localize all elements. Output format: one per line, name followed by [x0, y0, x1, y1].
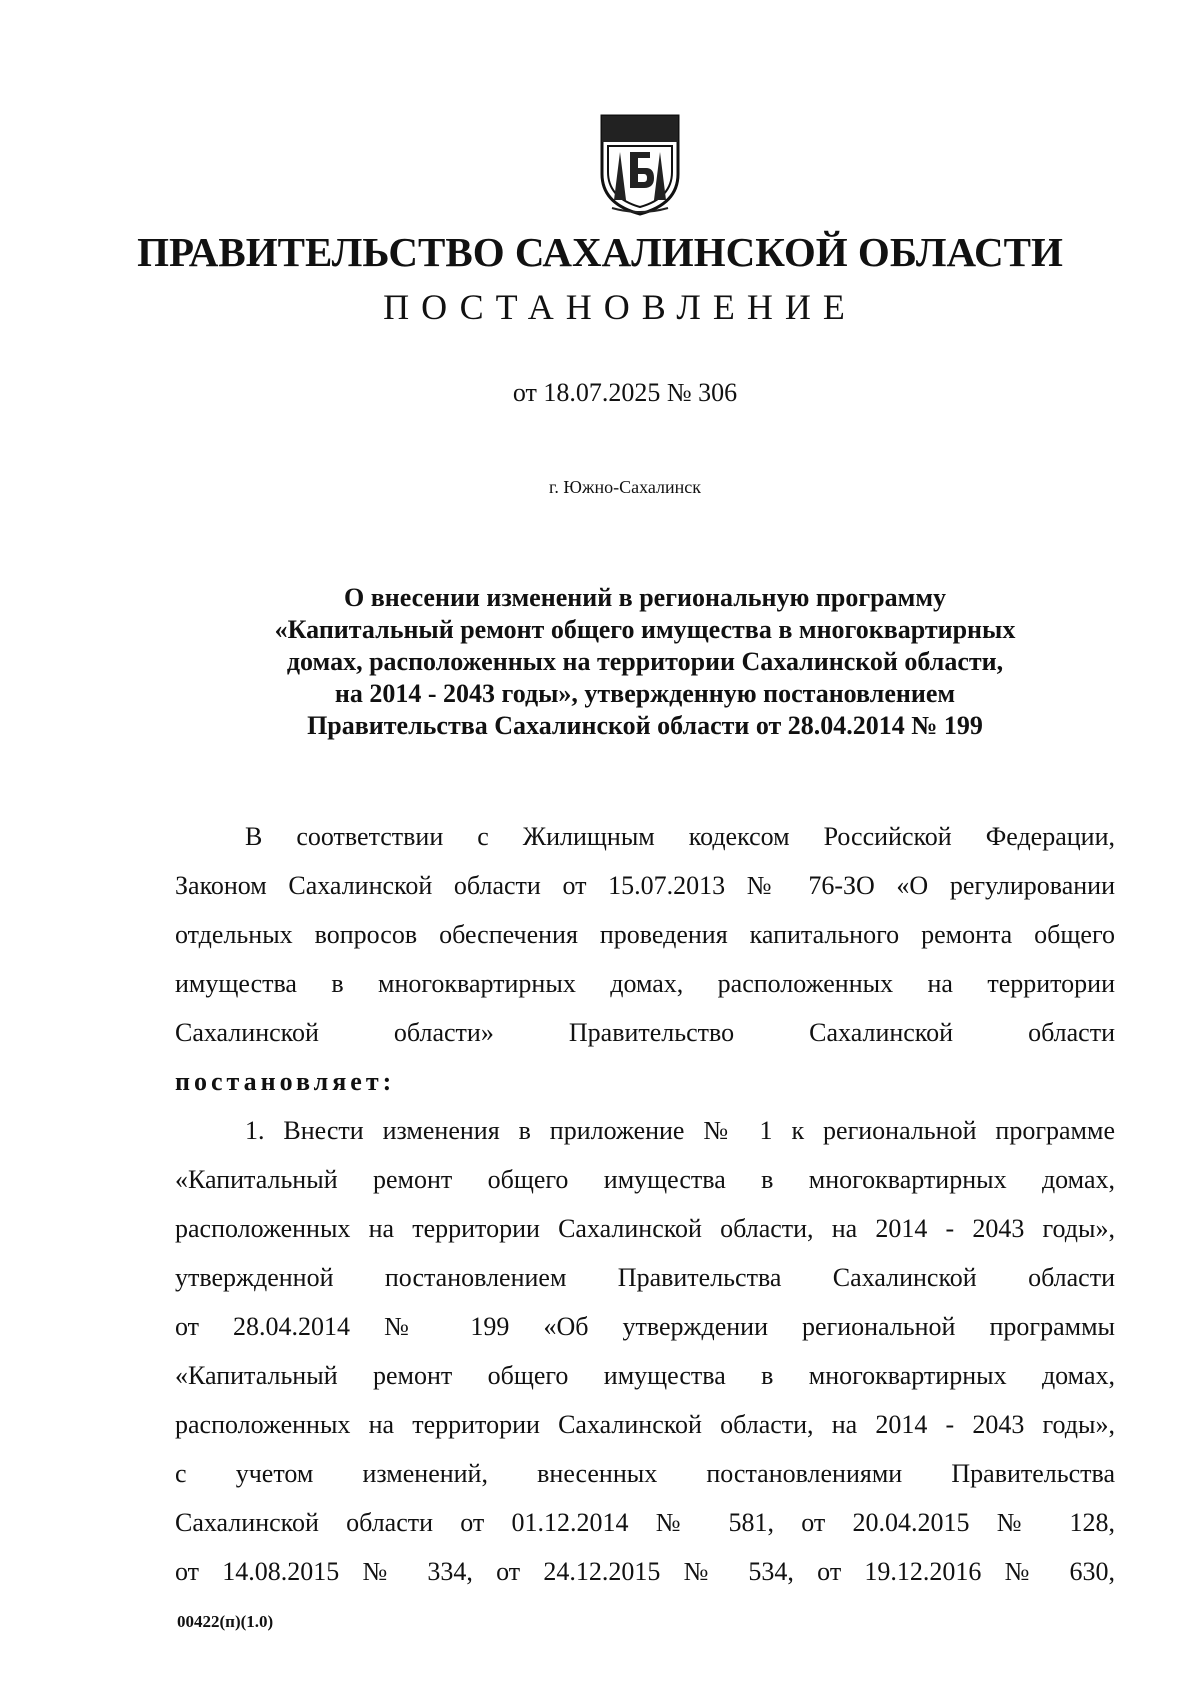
body-line: расположенных на территории Сахалинской области, на 2014 - 2043 годы»,: [175, 1214, 1115, 1243]
body-line: отдельных вопросов обеспечения проведения капитального ремонта общего: [175, 920, 1115, 949]
subject-line: «Капитальный ремонт общего имущества в многоквартирных: [274, 615, 1016, 644]
subject-line: домах, расположенных на территории Сахалинской области,: [286, 647, 1004, 676]
subject-line: на 2014 - 2043 годы», утвержденную постановлением: [334, 679, 956, 708]
body-line: расположенных на территории Сахалинской области, на 2014 - 2043 годы»,: [175, 1410, 1115, 1439]
body-line: Законом Сахалинской области от 15.07.2013 № 76-ЗО «О регулировании: [175, 871, 1115, 900]
body-line: Сахалинской области» Правительство Сахалинской области: [175, 1018, 1115, 1047]
document-date-number: от 18.07.2025 № 306: [512, 378, 738, 407]
document-form-code: 00422(п)(1.0): [177, 1612, 274, 1631]
organization-title: ПРАВИТЕЛЬСТВО САХАЛИНСКОЙ ОБЛАСТИ: [137, 229, 1063, 275]
body-line: имущества в многоквартирных домах, расположенных на территории: [175, 969, 1115, 998]
sakhalin-coat-of-arms-icon: [598, 112, 682, 216]
body-line: «Капитальный ремонт общего имущества в многоквартирных домах,: [175, 1165, 1115, 1194]
body-line: Сахалинской области от 01.12.2014 № 581, от 20.04.2015 № 128,: [175, 1508, 1115, 1537]
body-line: 1. Внести изменения в приложение № 1 к региональной программе: [245, 1116, 1115, 1145]
body-line: с учетом изменений, внесенных постановлениями Правительства: [175, 1459, 1115, 1488]
body-line: утвержденной постановлением Правительства Сахалинской области: [175, 1263, 1115, 1292]
body-line: В соответствии с Жилищным кодексом Российской Федерации,: [245, 822, 1115, 851]
document-subject: [180, 582, 1110, 742]
document-type: ПОСТАНОВЛЕНИЕ: [383, 287, 857, 327]
decree-word: постановляет:: [175, 1067, 396, 1096]
body-line: от 14.08.2015 № 334, от 24.12.2015 № 534, от 19.12.2016 № 630,: [175, 1557, 1115, 1586]
document-body: [175, 812, 1115, 1596]
subject-line: Правительства Сахалинской области от 28.04.2014 № 199: [307, 711, 983, 740]
body-line: «Капитальный ремонт общего имущества в многоквартирных домах,: [175, 1361, 1115, 1390]
subject-line: О внесении изменений в региональную программу: [343, 583, 947, 612]
body-line: от 28.04.2014 № 199 «Об утверждении региональной программы: [175, 1312, 1115, 1341]
document-city: г. Южно-Сахалинск: [548, 477, 702, 497]
